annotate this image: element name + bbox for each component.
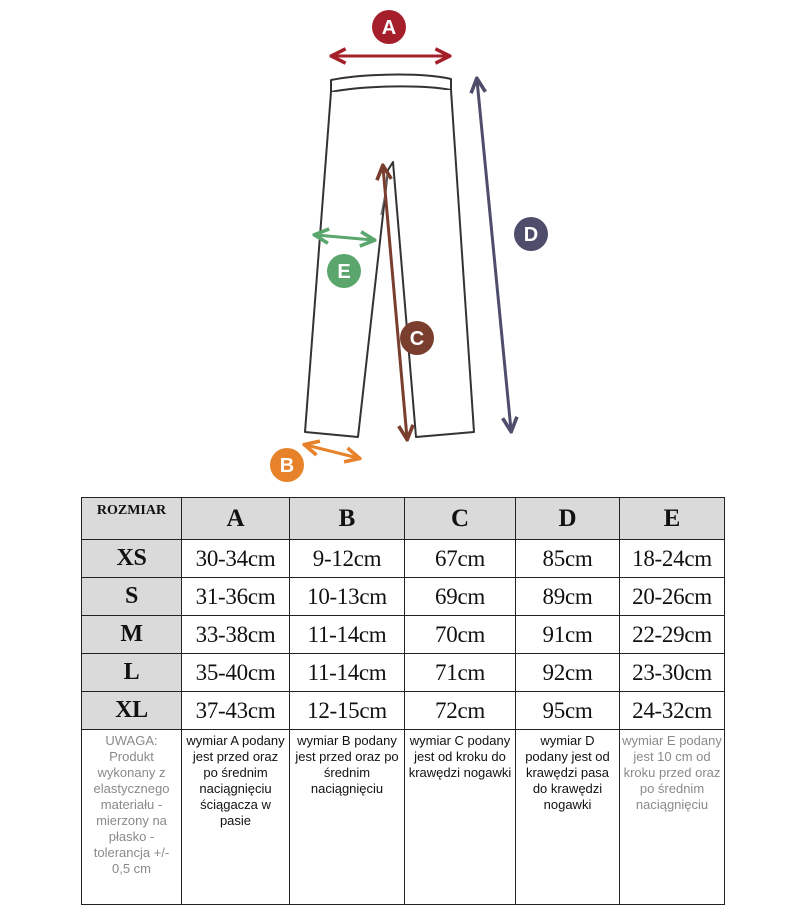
cell-b: 11-14cm	[290, 616, 405, 654]
header-rozmiar: ROZMIAR	[82, 498, 182, 540]
arrow-d	[477, 80, 511, 430]
cell-b: 10-13cm	[290, 578, 405, 616]
marker-b	[270, 448, 304, 482]
marker-c	[400, 321, 434, 355]
table-row	[82, 654, 725, 692]
size-name: L	[82, 654, 182, 692]
cell-a: 33-38cm	[182, 616, 290, 654]
cell-d: 89cm	[516, 578, 620, 616]
note-general: UWAGA: Produkt wykonany z elastycznego materiału - mierzony na płasko - tolerancja +/- 0,5 cm	[82, 730, 182, 905]
cell-a: 31-36cm	[182, 578, 290, 616]
note-a: wymiar A podany jest przed oraz po średnim naciągnięciu ściągacza w pasie	[182, 730, 290, 905]
marker-e-letter: E	[337, 261, 351, 283]
cell-c: 69cm	[405, 578, 516, 616]
cell-d: 85cm	[516, 540, 620, 578]
note-e: wymiar E podany jest 10 cm od kroku przed oraz po średnim naciągnięciu	[620, 730, 725, 905]
note-c: wymiar C podany jest od kroku do krawędzi nogawki	[405, 730, 516, 905]
header-e: E	[620, 498, 725, 540]
cell-c: 72cm	[405, 692, 516, 730]
header-c: C	[405, 498, 516, 540]
table-row	[82, 540, 725, 578]
header-b: B	[290, 498, 405, 540]
note-d: wymiar D podany jest od krawędzi pasa do krawędzi nogawki	[516, 730, 620, 905]
cell-a: 35-40cm	[182, 654, 290, 692]
cell-d: 92cm	[516, 654, 620, 692]
cell-e: 18-24cm	[620, 540, 725, 578]
cell-a: 30-34cm	[182, 540, 290, 578]
marker-d-letter: D	[523, 224, 539, 246]
marker-d	[514, 217, 548, 251]
cell-e: 23-30cm	[620, 654, 725, 692]
arrow-b	[306, 445, 358, 458]
size-name: S	[82, 578, 182, 616]
cell-d: 95cm	[516, 692, 620, 730]
cell-c: 71cm	[405, 654, 516, 692]
cell-b: 12-15cm	[290, 692, 405, 730]
note-b: wymiar B podany jest przed oraz po średnim naciągnięciu	[290, 730, 405, 905]
cell-e: 20-26cm	[620, 578, 725, 616]
cell-b: 11-14cm	[290, 654, 405, 692]
marker-e	[327, 254, 361, 288]
marker-a	[372, 10, 406, 44]
notes-row	[82, 730, 725, 905]
cell-a: 37-43cm	[182, 692, 290, 730]
table-row	[82, 692, 725, 730]
marker-c-letter: C	[409, 328, 425, 350]
size-name: XL	[82, 692, 182, 730]
table-row	[82, 578, 725, 616]
cell-d: 91cm	[516, 616, 620, 654]
cell-c: 67cm	[405, 540, 516, 578]
table-header-row	[82, 498, 725, 540]
header-a: A	[182, 498, 290, 540]
table-row	[82, 616, 725, 654]
size-table	[81, 497, 725, 905]
size-name: XS	[82, 540, 182, 578]
marker-b-letter: B	[279, 455, 295, 477]
marker-a-letter: A	[381, 17, 397, 39]
header-d: D	[516, 498, 620, 540]
cell-b: 9-12cm	[290, 540, 405, 578]
cell-c: 70cm	[405, 616, 516, 654]
size-name: M	[82, 616, 182, 654]
cell-e: 24-32cm	[620, 692, 725, 730]
cell-e: 22-29cm	[620, 616, 725, 654]
pants-waistband	[331, 75, 451, 92]
